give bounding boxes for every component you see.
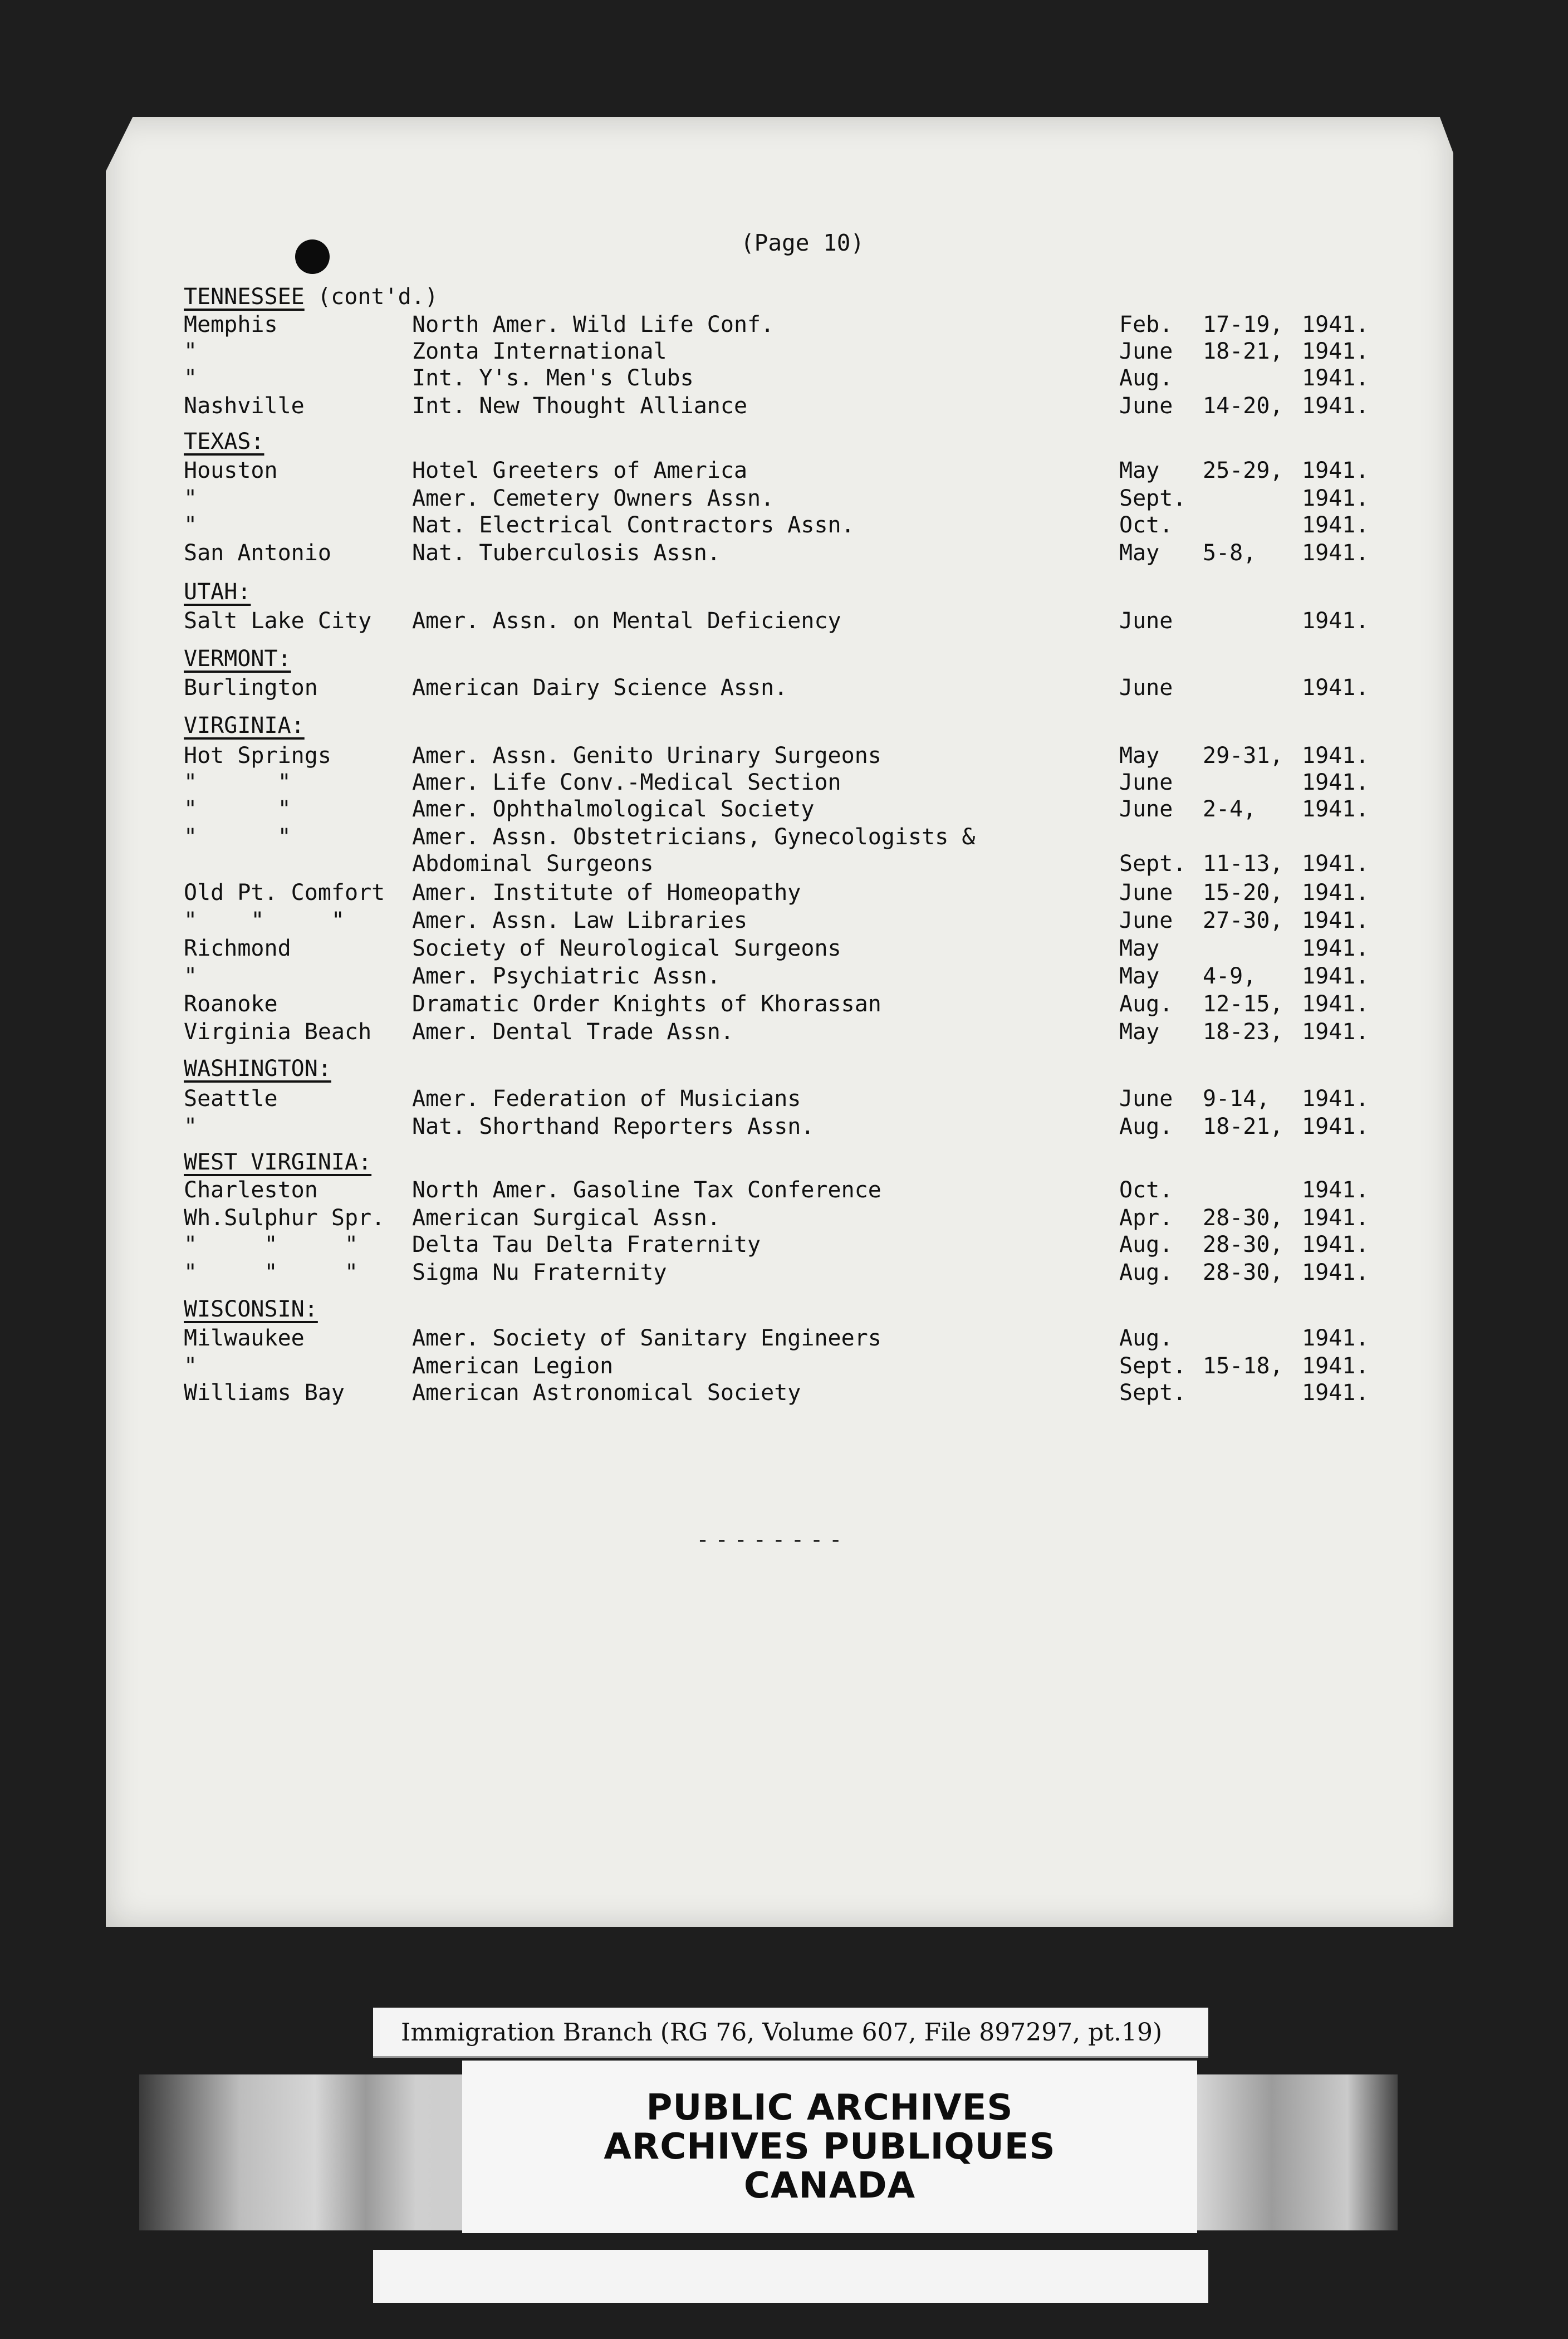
state-heading [0,713,1568,741]
convention-row [0,824,1568,852]
convention-year: 1941. [1302,540,1369,566]
convention-name: Amer. Life Conv.-Medical Section [412,770,841,795]
convention-month: Sept. [1119,1380,1187,1406]
city-name: Charleston [184,1177,318,1203]
convention-name: Abdominal Surgeons [412,851,654,877]
convention-month: Feb. [1119,312,1173,337]
page-number: (Page 10) [741,229,865,256]
convention-days: 27-30, [1203,908,1283,933]
city-name: " [184,1353,198,1379]
convention-year: 1941. [1302,770,1369,795]
convention-month: May [1119,458,1160,483]
city-name: Hot Springs [184,743,331,769]
convention-name: American Surgical Assn. [412,1205,721,1231]
convention-name: Amer. Assn. Obstetricians, Gynecologists & [412,824,976,850]
convention-month: May [1119,540,1160,566]
archive-stamp [462,2061,1197,2233]
convention-month: May [1119,1019,1160,1045]
convention-name: Amer. Assn. Genito Urinary Surgeons [412,743,881,769]
convention-row [0,339,1568,366]
convention-days: 28-30, [1203,1205,1283,1231]
city-name: San Antonio [184,540,331,566]
city-name: " " [184,796,291,822]
convention-name: Society of Neurological Surgeons [412,936,841,961]
city-name: Old Pt. Comfort [184,880,385,906]
convention-month: June [1119,675,1173,701]
convention-year: 1941. [1302,908,1369,933]
city-name: Virginia Beach [184,1019,372,1045]
convention-name: Int. Y's. Men's Clubs [412,365,694,391]
convention-days: 17-19, [1203,312,1283,337]
city-name: Houston [184,458,278,483]
convention-row [0,770,1568,797]
state-name: TENNESSEE [184,284,305,310]
archive-reference-label: Immigration Branch (RG 76, Volume 607, File 897297, pt.19) [373,2008,1208,2058]
city-name: Roanoke [184,991,278,1017]
convention-days: 18-21, [1203,1114,1283,1139]
city-name: Nashville [184,393,305,419]
city-name: " " " [184,908,345,933]
convention-month: May [1119,936,1160,961]
state-heading [0,284,1568,312]
city-name: " " " [184,1232,359,1257]
convention-month: May [1119,743,1160,769]
city-name: Burlington [184,675,318,701]
convention-days: 15-18, [1203,1353,1283,1379]
state-heading [0,579,1568,607]
state-name: WISCONSIN: [184,1296,318,1322]
convention-name: Amer. Society of Sanitary Engineers [412,1325,881,1351]
state-heading [0,646,1568,674]
convention-name: Hotel Greeters of America [412,458,748,483]
convention-year: 1941. [1302,743,1369,769]
convention-name: Nat. Shorthand Reporters Assn. [412,1114,815,1139]
city-name: " [184,486,198,511]
stamp-line: ARCHIVES PUBLIQUES [604,2126,1056,2167]
convention-name: American Dairy Science Assn. [412,675,788,701]
city-name: Seattle [184,1086,278,1112]
convention-year: 1941. [1302,1086,1369,1112]
convention-days: 29-31, [1203,743,1283,769]
convention-year: 1941. [1302,1380,1369,1406]
city-name: " [184,1114,198,1139]
convention-year: 1941. [1302,486,1369,511]
city-name: " " " [184,1260,359,1285]
convention-name: Amer. Ophthalmological Society [412,796,815,822]
convention-year: 1941. [1302,312,1369,337]
convention-row [0,512,1568,540]
convention-name: Nat. Electrical Contractors Assn. [412,512,855,538]
state-name: VERMONT: [184,646,291,672]
convention-name: Amer. Federation of Musicians [412,1086,801,1112]
convention-name: Int. New Thought Alliance [412,393,748,419]
convention-month: Oct. [1119,512,1173,538]
convention-name: Amer. Cemetery Owners Assn. [412,486,775,511]
convention-month: Aug. [1119,365,1173,391]
convention-name: North Amer. Gasoline Tax Conference [412,1177,881,1203]
convention-row [0,1232,1568,1260]
convention-name: Amer. Psychiatric Assn. [412,963,721,989]
convention-month: Oct. [1119,1177,1173,1203]
convention-year: 1941. [1302,458,1369,483]
convention-days: 12-15, [1203,991,1283,1017]
convention-days: 5-8, [1203,540,1257,566]
convention-days: 4-9, [1203,963,1257,989]
convention-month: Apr. [1119,1205,1173,1231]
convention-name: Sigma Nu Fraternity [412,1260,667,1285]
convention-days: 25-29, [1203,458,1283,483]
convention-row [0,936,1568,963]
convention-name: Zonta International [412,339,667,364]
convention-year: 1941. [1302,1260,1369,1285]
city-name: Memphis [184,312,278,337]
convention-row [0,1177,1568,1205]
convention-month: June [1119,608,1173,634]
stamp-line: PUBLIC ARCHIVES [646,2087,1013,2128]
state-heading [0,429,1568,457]
convention-days: 18-23, [1203,1019,1283,1045]
convention-month: June [1119,339,1173,364]
convention-name: American Astronomical Society [412,1380,801,1406]
convention-year: 1941. [1302,1205,1369,1231]
city-name: Williams Bay [184,1380,345,1406]
convention-row [0,991,1568,1019]
convention-month: Aug. [1119,991,1173,1017]
convention-row [0,1205,1568,1233]
convention-row [0,486,1568,513]
convention-row [0,540,1568,568]
convention-row [0,796,1568,824]
convention-month: May [1119,963,1160,989]
convention-year: 1941. [1302,936,1369,961]
convention-month: June [1119,908,1173,933]
convention-name: Amer. Institute of Homeopathy [412,880,801,906]
convention-year: 1941. [1302,512,1369,538]
city-name: Milwaukee [184,1325,305,1351]
convention-year: 1941. [1302,1019,1369,1045]
convention-year: 1941. [1302,851,1369,877]
convention-row [0,312,1568,340]
convention-row [0,608,1568,636]
state-name: TEXAS: [184,429,264,454]
convention-name: Amer. Assn. on Mental Deficiency [412,608,841,634]
convention-days: 14-20, [1203,393,1283,419]
convention-name: Amer. Dental Trade Assn. [412,1019,734,1045]
city-name: " " [184,824,291,850]
convention-year: 1941. [1302,393,1369,419]
convention-month: Sept. [1119,1353,1187,1379]
convention-month: Aug. [1119,1232,1173,1257]
convention-month: June [1119,796,1173,822]
city-name: " [184,512,198,538]
convention-name: American Legion [412,1353,614,1379]
convention-year: 1941. [1302,1325,1369,1351]
convention-days: 15-20, [1203,880,1283,906]
stamp-line: CANADA [743,2165,916,2206]
convention-row [0,1260,1568,1288]
convention-month: Aug. [1119,1114,1173,1139]
state-name: VIRGINIA: [184,713,305,738]
convention-year: 1941. [1302,880,1369,906]
convention-year: 1941. [1302,675,1369,701]
convention-year: 1941. [1302,963,1369,989]
convention-month: Sept. [1119,486,1187,511]
convention-row [0,1114,1568,1142]
convention-row [0,963,1568,991]
convention-year: 1941. [1302,1114,1369,1139]
state-heading [0,1149,1568,1177]
convention-month: June [1119,1086,1173,1112]
convention-row [0,393,1568,421]
punch-hole [295,239,330,274]
convention-year: 1941. [1302,608,1369,634]
convention-row [0,365,1568,393]
state-heading [0,1296,1568,1324]
convention-month: Sept. [1119,851,1187,877]
convention-name: Nat. Tuberculosis Assn. [412,540,721,566]
convention-days: 28-30, [1203,1260,1283,1285]
convention-year: 1941. [1302,796,1369,822]
state-name: UTAH: [184,579,251,605]
state-name: WASHINGTON: [184,1056,331,1082]
convention-year: 1941. [1302,1232,1369,1257]
city-name: " " [184,770,291,795]
convention-days: 28-30, [1203,1232,1283,1257]
convention-row [0,908,1568,936]
convention-row [0,1353,1568,1381]
convention-row [0,1380,1568,1408]
state-name: WEST VIRGINIA: [184,1149,372,1175]
city-name: Richmond [184,936,291,961]
convention-row [0,1086,1568,1114]
convention-month: June [1119,770,1173,795]
convention-month: Aug. [1119,1325,1173,1351]
convention-row [0,675,1568,703]
convention-year: 1941. [1302,1177,1369,1203]
blank-label [373,2250,1208,2303]
city-name: " [184,339,198,364]
convention-year: 1941. [1302,1353,1369,1379]
city-name: Wh.Sulphur Spr. [184,1205,385,1231]
convention-month: Aug. [1119,1260,1173,1285]
state-suffix: (cont'd.) [304,284,438,310]
convention-row [0,1019,1568,1047]
city-name: Salt Lake City [184,608,372,634]
convention-days: 18-21, [1203,339,1283,364]
convention-row [0,458,1568,486]
convention-row [0,1325,1568,1353]
convention-name: Amer. Assn. Law Libraries [412,908,748,933]
convention-month: June [1119,880,1173,906]
convention-name: North Amer. Wild Life Conf. [412,312,775,337]
convention-name: Delta Tau Delta Fraternity [412,1232,761,1257]
city-name: " [184,365,198,391]
convention-year: 1941. [1302,339,1369,364]
convention-year: 1941. [1302,365,1369,391]
convention-days: 9-14, [1203,1086,1270,1112]
convention-days: 2-4, [1203,796,1257,822]
state-heading [0,1056,1568,1084]
city-name: " [184,963,198,989]
convention-row [0,880,1568,908]
end-separator: -------- [696,1527,848,1553]
convention-row [0,743,1568,771]
convention-name: Dramatic Order Knights of Khorassan [412,991,881,1017]
convention-year: 1941. [1302,991,1369,1017]
convention-month: June [1119,393,1173,419]
convention-days: 11-13, [1203,851,1283,877]
convention-row [0,851,1568,879]
